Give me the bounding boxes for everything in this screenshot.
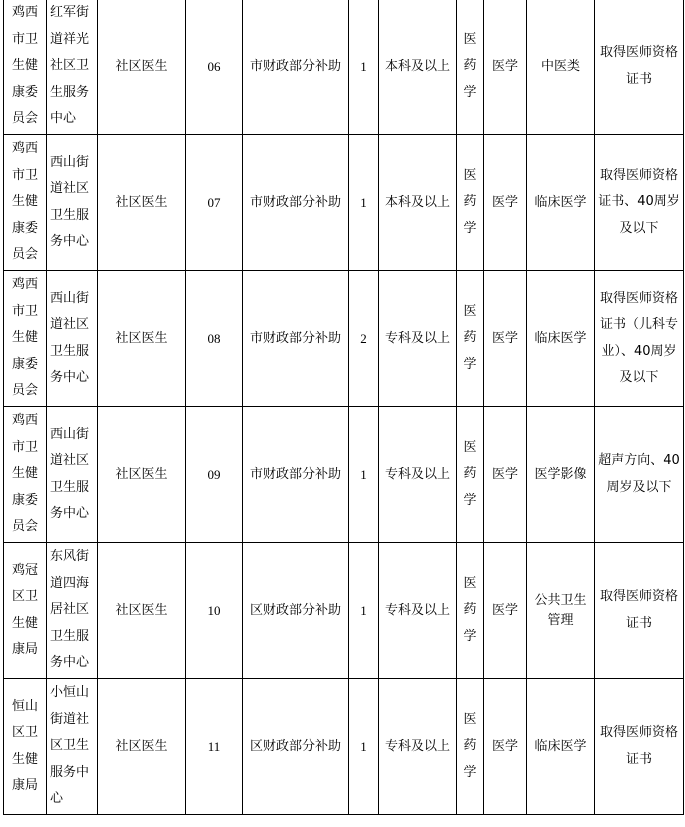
cell-education: 本科及以上 [379, 0, 457, 135]
cell-count: 1 [349, 407, 379, 543]
cell-subject: 医学 [484, 271, 527, 407]
cell-subject: 医学 [484, 543, 527, 679]
cell-education: 本科及以上 [379, 135, 457, 271]
table-row [4, 271, 684, 407]
cell-education: 专科及以上 [379, 271, 457, 407]
cell-count: 1 [349, 679, 379, 815]
cell-position: 社区医生 [98, 135, 186, 271]
recruitment-table [3, 0, 684, 815]
cell-funding: 市财政部分补助 [243, 407, 349, 543]
cell-subject: 医学 [484, 407, 527, 543]
cell-education: 专科及以上 [379, 407, 457, 543]
cell-funding: 区财政部分补助 [243, 679, 349, 815]
cell-code: 07 [186, 135, 243, 271]
cell-education: 专科及以上 [379, 679, 457, 815]
cell-position: 社区医生 [98, 407, 186, 543]
cell-count: 1 [349, 543, 379, 679]
cell-funding: 区财政部分补助 [243, 543, 349, 679]
cell-code: 09 [186, 407, 243, 543]
cell-unit: 小恒山 街道社 区卫生 服务中 心 [47, 679, 98, 815]
cell-unit: 东风街 道四海 居社区 卫生服 务中心 [47, 543, 98, 679]
cell-unit: 红军街 道祥光 社区卫 生服务 中心 [47, 0, 98, 135]
cell-major: 医学影像 [527, 407, 595, 543]
cell-subject: 医学 [484, 135, 527, 271]
cell-count: 1 [349, 0, 379, 135]
cell-category: 医 药 学 [457, 543, 484, 679]
cell-requirements: 取得医师资格 证书（儿科专 业）、40周岁 及以下 [595, 271, 684, 407]
table-row [4, 0, 684, 135]
cell-unit: 西山街 道社区 卫生服 务中心 [47, 271, 98, 407]
cell-requirements: 取得医师资格 证书、40周岁 及以下 [595, 135, 684, 271]
cell-position: 社区医生 [98, 271, 186, 407]
cell-category: 医 药 学 [457, 0, 484, 135]
cell-employer: 鸡西 市卫 生健 康委 员会 [4, 0, 47, 135]
cell-category: 医 药 学 [457, 679, 484, 815]
cell-category: 医 药 学 [457, 135, 484, 271]
cell-employer: 恒山 区卫 生健 康局 [4, 679, 47, 815]
cell-requirements: 超声方向、40 周岁及以下 [595, 407, 684, 543]
cell-major: 临床医学 [527, 271, 595, 407]
cell-count: 1 [349, 135, 379, 271]
cell-employer: 鸡冠 区卫 生健 康局 [4, 543, 47, 679]
table-row [4, 135, 684, 271]
cell-major: 临床医学 [527, 679, 595, 815]
cell-unit: 西山街 道社区 卫生服 务中心 [47, 135, 98, 271]
cell-employer: 鸡西 市卫 生健 康委 员会 [4, 271, 47, 407]
table-row [4, 543, 684, 679]
cell-education: 专科及以上 [379, 543, 457, 679]
cell-funding: 市财政部分补助 [243, 135, 349, 271]
cell-category: 医 药 学 [457, 407, 484, 543]
cell-subject: 医学 [484, 0, 527, 135]
cell-employer: 鸡西 市卫 生健 康委 员会 [4, 135, 47, 271]
cell-employer: 鸡西 市卫 生健 康委 员会 [4, 407, 47, 543]
cell-position: 社区医生 [98, 543, 186, 679]
cell-requirements: 取得医师资格 证书 [595, 0, 684, 135]
cell-position: 社区医生 [98, 679, 186, 815]
cell-unit: 西山街 道社区 卫生服 务中心 [47, 407, 98, 543]
cell-requirements: 取得医师资格 证书 [595, 543, 684, 679]
cell-count: 2 [349, 271, 379, 407]
cell-code: 06 [186, 0, 243, 135]
cell-major: 中医类 [527, 0, 595, 135]
cell-code: 08 [186, 271, 243, 407]
cell-major: 临床医学 [527, 135, 595, 271]
cell-funding: 市财政部分补助 [243, 271, 349, 407]
cell-funding: 市财政部分补助 [243, 0, 349, 135]
table-row [4, 407, 684, 543]
cell-requirements: 取得医师资格 证书 [595, 679, 684, 815]
cell-position: 社区医生 [98, 0, 186, 135]
cell-code: 11 [186, 679, 243, 815]
table-row [4, 679, 684, 815]
cell-subject: 医学 [484, 679, 527, 815]
cell-major: 公共卫生 管理 [527, 543, 595, 679]
cell-category: 医 药 学 [457, 271, 484, 407]
cell-code: 10 [186, 543, 243, 679]
